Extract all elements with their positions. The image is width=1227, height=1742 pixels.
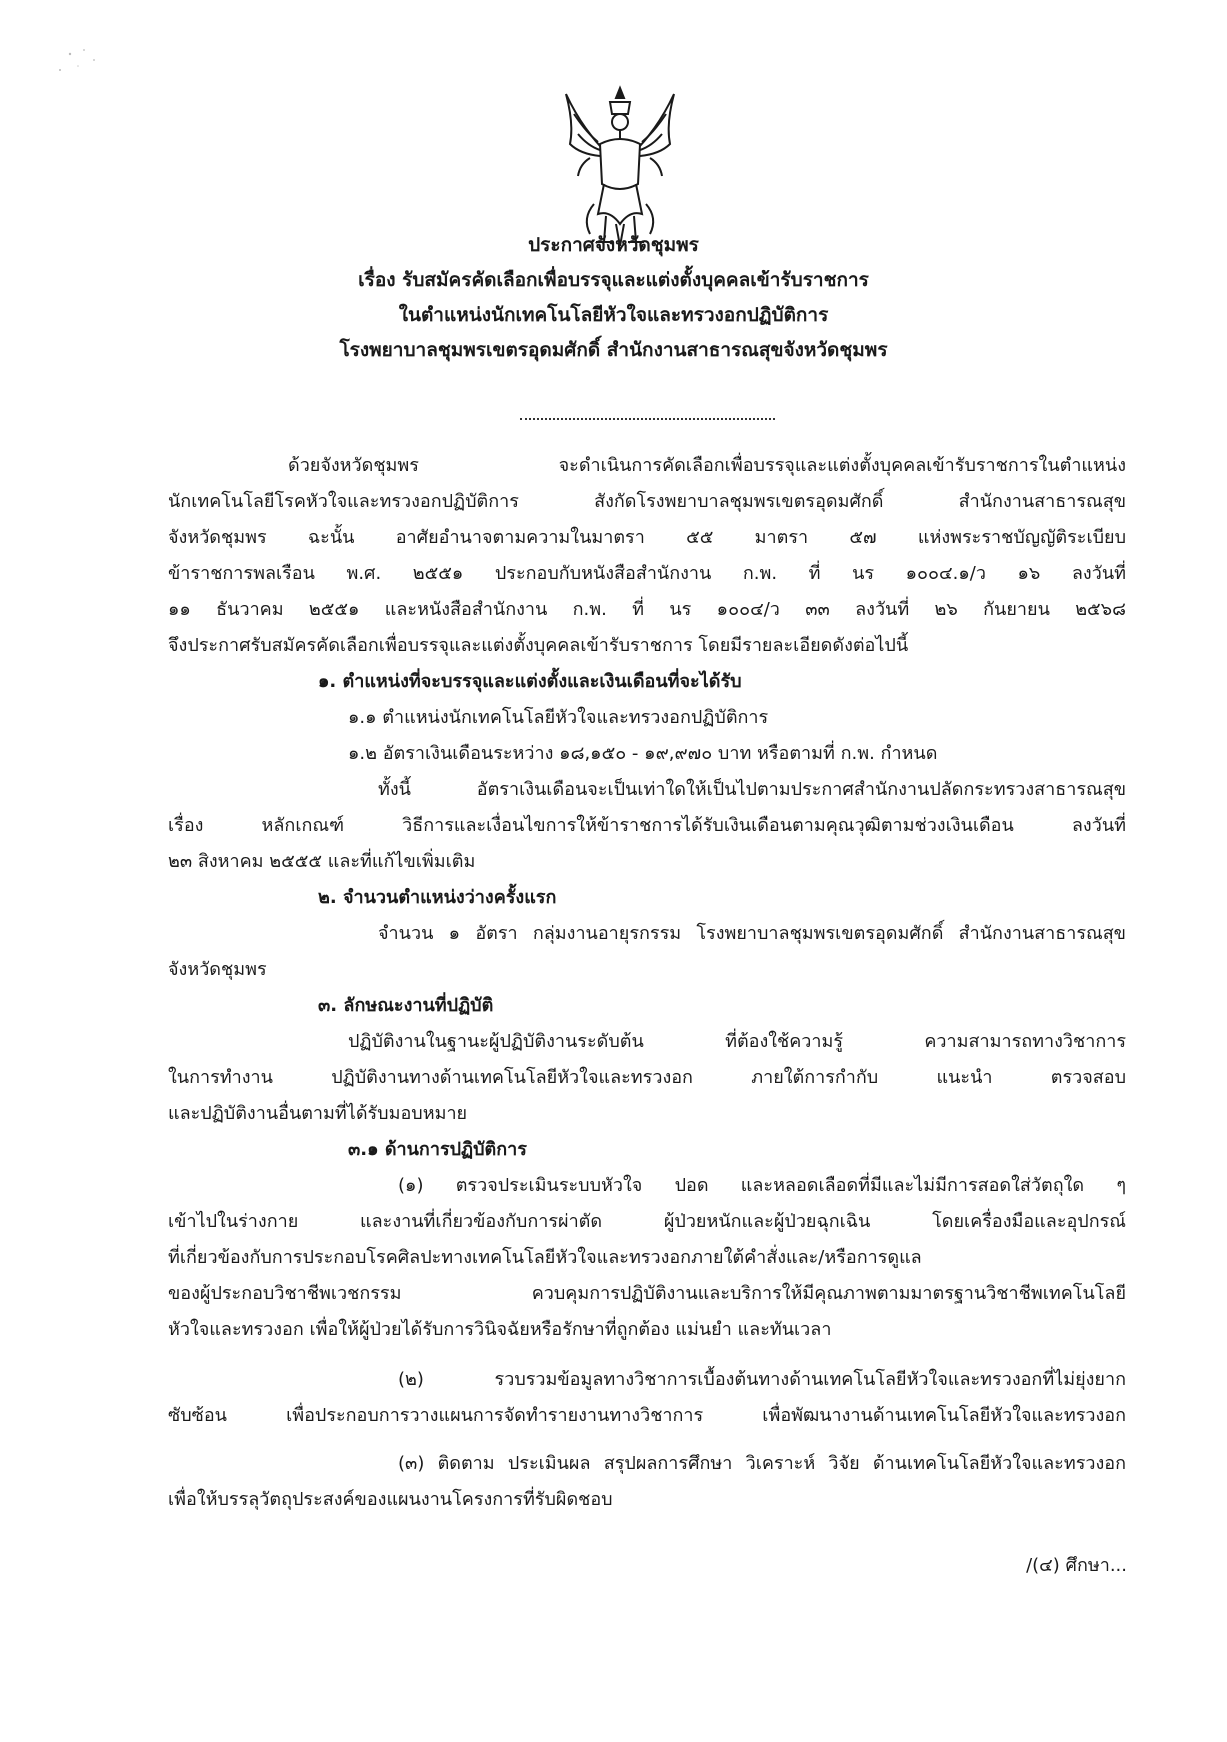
duty-3-line: (๓) ติดตาม ประเมินผล สรุปผลการศึกษา วิเคราะห์ วิจัย ด้านเทคโนโลยีหัวใจและทรวงอก: [398, 1453, 1126, 1474]
intro-line: นักเทคโนโลยีโรคหัวใจและทรวงอกปฏิบัติการ สังกัดโรงพยาบาลชุมพรเขตรอุดมศักดิ์ สำนักงานสาธารณสุข: [168, 491, 1126, 512]
section-3-1-title: ๓.๑ ด้านการปฏิบัติการ: [348, 1139, 527, 1160]
section-1-note: ทั้งนี้ อัตราเงินเดือนจะเป็นเท่าใดให้เป็นไปตามประกาศสำนักงานปลัดกระทรวงสาธารณสุข: [378, 779, 1126, 800]
announcement-title: ประกาศจังหวัดชุมพร: [528, 234, 699, 256]
section-3-line: ในการทำงาน ปฏิบัติงานทางด้านเทคโนโลยีหัวใจและทรวงอก ภายใต้การกำกับ แนะนำ ตรวจสอบ: [168, 1067, 1126, 1088]
section-2-line: จำนวน ๑ อัตรา กลุ่มงานอายุรกรรม โรงพยาบาลชุมพรเขตรอุดมศักดิ์ สำนักงานสาธารณสุข: [378, 923, 1126, 944]
section-1-note: ๒๓ สิงหาคม ๒๕๕๕ และที่แก้ไขเพิ่มเติม: [168, 851, 476, 872]
section-1-item: ๑.๑ ตำแหน่งนักเทคโนโลยีหัวใจและทรวงอกปฏิบัติการ: [348, 707, 769, 728]
section-1-item: ๑.๒ อัตราเงินเดือนระหว่าง ๑๘,๑๕๐ - ๑๙,๙๗๐ บาท หรือตามที่ ก.พ. กำหนด: [348, 743, 938, 764]
intro-line: ข้าราชการพลเรือน พ.ศ. ๒๕๕๑ ประกอบกับหนังสือสำนักงาน ก.พ. ที่ นร ๑๐๐๔.๑/ว ๑๖ ลงวันที่: [168, 563, 1127, 584]
section-3-line: ปฏิบัติงานในฐานะผู้ปฏิบัติงานระดับต้น ที่ต้องใช้ความรู้ ความสามารถทางวิชาการ: [348, 1031, 1126, 1052]
duty-2-line: ซับซ้อน เพื่อประกอบการวางแผนการจัดทำรายงานทางวิชาการ เพื่อพัฒนางานด้านเทคโนโลยีหัวใจและทรวงอก: [168, 1405, 1126, 1426]
duty-3-line: เพื่อให้บรรลุวัตถุประสงค์ของแผนงานโครงการที่รับผิดชอบ: [168, 1489, 613, 1510]
announcement-position: ในตำแหน่งนักเทคโนโลยีหัวใจและทรวงอกปฏิบัติการ: [398, 304, 829, 326]
intro-line: ๑๑ ธันวาคม ๒๕๕๑ และหนังสือสำนักงาน ก.พ. ที่ นร ๑๐๐๔/ว ๓๓ ลงวันที่ ๒๖ กันยายน ๒๕๖๘: [168, 599, 1126, 620]
section-3-title: ๓. ลักษณะงานที่ปฏิบัติ: [318, 995, 494, 1016]
duty-1-line: ของผู้ประกอบวิชาชีพเวชกรรม ควบคุมการปฏิบัติงานและบริการให้มีคุณภาพตามมาตรฐานวิชาชีพเทคโนโลยี: [168, 1283, 1126, 1304]
section-3-line: และปฏิบัติงานอื่นตามที่ได้รับมอบหมาย: [168, 1103, 468, 1124]
announcement-organization: โรงพยาบาลชุมพรเขตรอุดมศักดิ์ สำนักงานสาธารณสุขจังหวัดชุมพร: [339, 339, 888, 361]
continued-reference: /(๔) ศึกษา...: [1026, 1555, 1127, 1576]
scan-specks: [50, 40, 110, 90]
duty-1-line: (๑) ตรวจประเมินระบบหัวใจ ปอด และหลอดเลือดที่มีและไม่มีการสอดใส่วัตถุใด ๆ: [398, 1175, 1126, 1196]
intro-line: จังหวัดชุมพร ฉะนั้น อาศัยอำนาจตามความในมาตรา ๕๕ มาตรา ๕๗ แห่งพระราชบัญญัติระเบียบ: [168, 527, 1126, 548]
duty-1-line: เข้าไปในร่างกาย และงานที่เกี่ยวข้องกับการผ่าตัด ผู้ป่วยหนักและผู้ป่วยฉุกเฉิน โดยเครื่องมือและอุปกรณ์: [168, 1211, 1126, 1232]
section-1-title: ๑. ตำแหน่งที่จะบรรจุและแต่งตั้งและเงินเดือนที่จะได้รับ: [318, 671, 742, 692]
announcement-subject: เรื่อง รับสมัครคัดเลือกเพื่อบรรจุและแต่งตั้งบุคคลเข้ารับราชการ: [358, 269, 869, 291]
intro-line: จึงประกาศรับสมัครคัดเลือกเพื่อบรรจุและแต่งตั้งบุคคลเข้ารับราชการ โดยมีรายละเอียดดังต่อไปนี้: [168, 635, 909, 656]
duty-2-line: (๒) รวบรวมข้อมูลทางวิชาการเบื้องต้นทางด้านเทคโนโลยีหัวใจและทรวงอกที่ไม่ยุ่งยาก: [398, 1369, 1126, 1390]
section-2-title: ๒. จำนวนตำแหน่งว่างครั้งแรก: [318, 887, 557, 908]
intro-line: ด้วยจังหวัดชุมพร จะดำเนินการคัดเลือกเพื่อบรรจุและแต่งตั้งบุคคลเข้ารับราชการในตำแหน่ง: [288, 455, 1126, 476]
dotted-divider: [520, 418, 775, 420]
section-1-note: เรื่อง หลักเกณฑ์ วิธีการและเงื่อนไขการให้ข้าราชการได้รับเงินเดือนตามคุณวุฒิตามช่วงเงินเดือน ลงวันที่: [168, 815, 1126, 836]
garuda-emblem-icon: [560, 84, 680, 250]
duty-1-line: หัวใจและทรวงอก เพื่อให้ผู้ป่วยได้รับการวินิจฉัยหรือรักษาที่ถูกต้อง แม่นยำ และทันเวลา: [168, 1319, 832, 1340]
section-2-line: จังหวัดชุมพร: [168, 959, 267, 980]
duty-1-line: ที่เกี่ยวข้องกับการประกอบโรคศิลปะทางเทคโนโลยีหัวใจและทรวงอกภายใต้คำสั่งและ/หรือการดูแล: [168, 1247, 922, 1268]
